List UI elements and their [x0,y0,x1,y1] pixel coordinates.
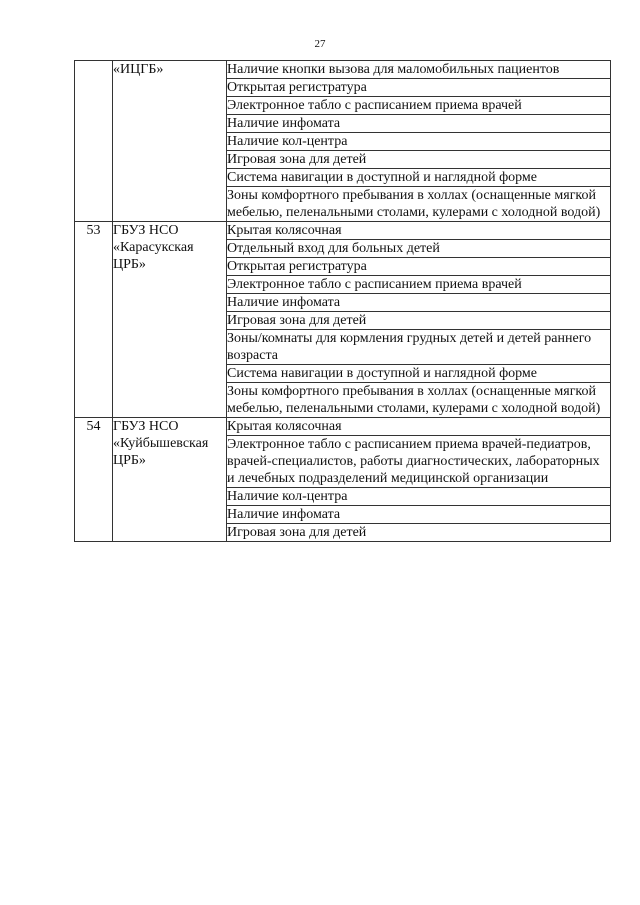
feature-cell: Электронное табло с расписанием приема врачей [227,97,611,115]
feature-cell: Игровая зона для детей [227,151,611,169]
table-row [75,418,611,436]
feature-cell: Игровая зона для детей [227,524,611,542]
row-number-cell: 53 [75,222,113,418]
feature-cell: Открытая регистратура [227,258,611,276]
feature-cell: Наличие инфомата [227,506,611,524]
row-number-cell [75,61,113,222]
feature-cell: Отдельный вход для больных детей [227,240,611,258]
feature-cell: Открытая регистратура [227,79,611,97]
page-number: 27 [314,38,326,50]
feature-cell: Электронное табло с расписанием приема врачей-педиатров, врачей-специалистов, работы диагностических, лабораторных и лечебных подразделений медицинской организации [227,436,611,488]
feature-cell: Электронное табло с расписанием приема врачей [227,276,611,294]
feature-cell: Наличие инфомата [227,294,611,312]
facility-name-cell: ГБУЗ НСО «Куйбышевская ЦРБ» [113,418,227,542]
feature-cell: Зоны/комнаты для кормления грудных детей и детей раннего возраста [227,330,611,365]
feature-cell: Игровая зона для детей [227,312,611,330]
facilities-table-body [75,61,611,542]
feature-cell: Крытая колясочная [227,222,611,240]
table-row [75,222,611,240]
feature-cell: Зоны комфортного пребывания в холлах (оснащенные мягкой мебелью, пеленальными столами, кулерами с холодной водой) [227,383,611,418]
feature-cell: Система навигации в доступной и наглядной форме [227,169,611,187]
feature-cell: Крытая колясочная [227,418,611,436]
facility-name-cell: ГБУЗ НСО «Карасукская ЦРБ» [113,222,227,418]
feature-cell: Зоны комфортного пребывания в холлах (оснащенные мягкой мебелью, пеленальными столами, кулерами с холодной водой) [227,187,611,222]
feature-cell: Наличие кол-центра [227,133,611,151]
feature-cell: Наличие кол-центра [227,488,611,506]
facility-name-cell: «ИЦГБ» [113,61,227,222]
feature-cell: Наличие инфомата [227,115,611,133]
facilities-table [74,60,611,542]
feature-cell: Система навигации в доступной и наглядной форме [227,365,611,383]
table-row [75,61,611,79]
feature-cell: Наличие кнопки вызова для маломобильных пациентов [227,61,611,79]
row-number-cell: 54 [75,418,113,542]
